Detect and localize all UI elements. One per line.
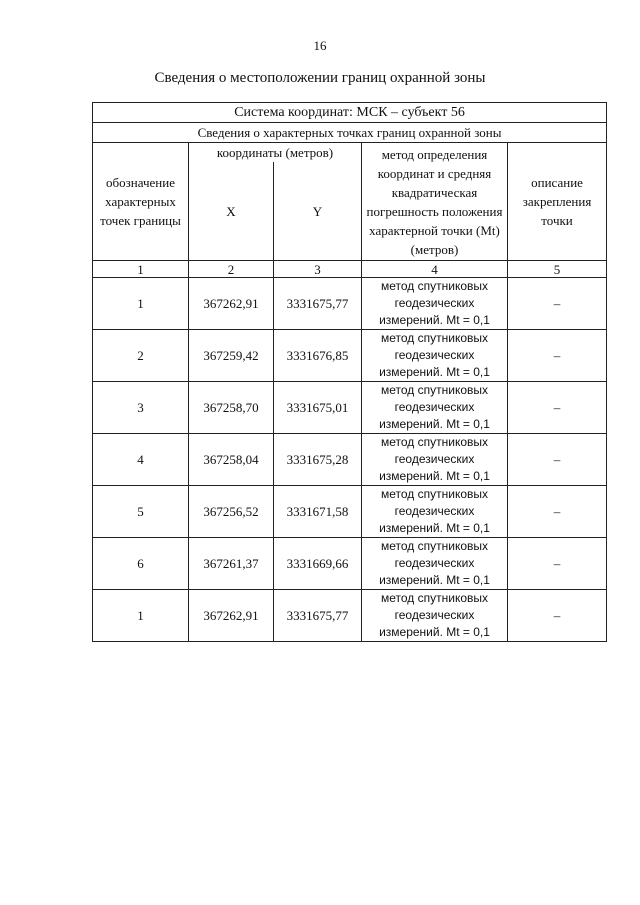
table-row: [93, 538, 607, 590]
column-number: 1: [93, 261, 189, 278]
table-row: [93, 330, 607, 382]
header-description: описание закрепления точки: [508, 143, 607, 261]
header-method: метод определения координат и средняя квадратическая погрешность положения характерной точки (Mt) (метров): [362, 143, 508, 261]
description: –: [508, 486, 607, 538]
description: –: [508, 590, 607, 642]
column-number: 3: [274, 261, 362, 278]
point-number: 6: [93, 538, 189, 590]
point-number: 3: [93, 382, 189, 434]
method-text: метод спутниковых геодезических измерений. Mt = 0,1: [362, 538, 508, 590]
table-subtitle: Сведения о характерных точках границ охранной зоны: [93, 123, 607, 143]
table-row: [93, 434, 607, 486]
method-text: метод спутниковых геодезических измерений. Mt = 0,1: [362, 590, 508, 642]
x-coordinate: 367259,42: [189, 330, 274, 382]
document-title: Сведения о местоположении границ охранной зоны: [154, 70, 486, 86]
table-row: [93, 382, 607, 434]
page-number: 16: [313, 38, 327, 53]
y-coordinate: 3331669,66: [274, 538, 362, 590]
description: –: [508, 278, 607, 330]
x-coordinate: 367256,52: [189, 486, 274, 538]
description: –: [508, 382, 607, 434]
point-number: 4: [93, 434, 189, 486]
point-number: 1: [93, 590, 189, 642]
y-coordinate: 3331671,58: [274, 486, 362, 538]
header-y: Y: [274, 162, 362, 261]
column-number: 2: [189, 261, 274, 278]
x-coordinate: 367262,91: [189, 590, 274, 642]
table-row: [93, 590, 607, 642]
coord-system-row: [93, 103, 607, 123]
description: –: [508, 538, 607, 590]
x-coordinate: 367258,04: [189, 434, 274, 486]
method-text: метод спутниковых геодезических измерений. Mt = 0,1: [362, 486, 508, 538]
y-coordinate: 3331675,01: [274, 382, 362, 434]
method-text: метод спутниковых геодезических измерений. Mt = 0,1: [362, 330, 508, 382]
y-coordinate: 3331676,85: [274, 330, 362, 382]
header-coordinates: координаты (метров): [189, 143, 362, 163]
y-coordinate: 3331675,28: [274, 434, 362, 486]
table-row: [93, 278, 607, 330]
table-row: [93, 486, 607, 538]
method-text: метод спутниковых геодезических измерений. Mt = 0,1: [362, 382, 508, 434]
header-x: X: [189, 162, 274, 261]
point-number: 1: [93, 278, 189, 330]
point-number: 2: [93, 330, 189, 382]
point-number: 5: [93, 486, 189, 538]
column-number: 4: [362, 261, 508, 278]
header-designation: обозначение характерных точек границы: [93, 143, 189, 261]
method-text: метод спутниковых геодезических измерений. Mt = 0,1: [362, 434, 508, 486]
method-text: метод спутниковых геодезических измерений. Mt = 0,1: [362, 278, 508, 330]
description: –: [508, 330, 607, 382]
x-coordinate: 367262,91: [189, 278, 274, 330]
coord-system-caption: Система координат: МСК – субъект 56: [93, 103, 607, 123]
y-coordinate: 3331675,77: [274, 278, 362, 330]
column-number: 5: [508, 261, 607, 278]
coordinates-table: [92, 102, 607, 642]
description: –: [508, 434, 607, 486]
subtitle-row: [93, 123, 607, 143]
y-coordinate: 3331675,77: [274, 590, 362, 642]
column-number-row: [93, 261, 607, 278]
x-coordinate: 367258,70: [189, 382, 274, 434]
header-row: [93, 143, 607, 163]
x-coordinate: 367261,37: [189, 538, 274, 590]
